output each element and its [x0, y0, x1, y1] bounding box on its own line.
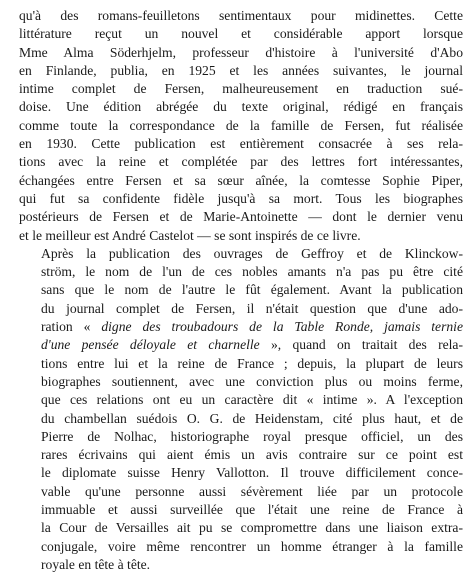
text-line: en 1930. Cette publication est entièrement consacrée à ses rela- [19, 136, 463, 152]
italic-quote: digne des troubadours de la Table Ronde, jamais ternie [101, 319, 463, 335]
text-line: intime complet de Fersen, malheureusement en traduction sué- [19, 81, 463, 97]
paragraph-2 [19, 245, 463, 574]
italic-quote: d'une pensée déloyale et charnelle [41, 337, 260, 353]
text-line: en Finlande, publia, en 1925 et les années suivantes, le journal [19, 62, 463, 78]
text-line: conjugale, voire même rencontrer un homme étranger à la famille [41, 538, 463, 554]
text-line: royale en tête à tête. [41, 556, 151, 572]
text-line: biographes soutiennent, avec une conviction plus ou moins ferme, [41, 373, 463, 389]
text-line: Après la publication des ouvrages de Geffroy et de Klinckow- [41, 245, 463, 261]
text-line: le diplomate suisse Henry Vallotton. Il trouve difficilement conce- [41, 465, 463, 481]
paragraph-1 [19, 7, 463, 245]
text-line: la Cour de Versailles ait pu se compromettre dans une liaison extra- [41, 520, 463, 536]
text-segment: », quand on traitait des rela- [259, 337, 463, 353]
text-line: tions entre lui et la reine de France ; depuis, la plupart de leurs [41, 355, 463, 371]
text-body [19, 7, 463, 574]
text-line: du chambellan suédois O. G. de Heidenstam, cité plus haut, et de [41, 410, 463, 426]
text-line: littérature reçut un nouvel et considérable apport lorsque [19, 26, 463, 42]
text-line: vable qu'une personne aussi sévèrement liée par un protocole [41, 483, 463, 499]
text-line: que ces relations ont eu un caractère dit « intime ». A l'exception [41, 392, 463, 408]
text-segment: ration « [41, 319, 102, 335]
text-line: ström, le nom de l'un de ces nobles amants n'a pas pu être cité [41, 264, 463, 280]
text-line: qu'à des romans-feuilletons sentimentaux pour midinettes. Cette [19, 8, 463, 23]
text-line: doise. Une édition abrégée du texte original, rédigé en français [19, 99, 463, 115]
text-line: du journal complet de Fersen, il n'était question que d'une ado- [41, 300, 463, 316]
text-line: Mme Alma Söderhjelm, professeur d'histoire à l'université d'Abo [19, 44, 463, 60]
text-line: échangées entre Fersen et sa sœur aînée, la comtesse Sophie Piper, [19, 172, 463, 188]
text-line [19, 318, 463, 336]
text-line: qui fut sa confidente fidèle jusqu'à sa mort. Tous les biographes [19, 190, 463, 206]
text-line: postérieurs de Fersen et de Marie-Antoinette — dont le dernier venu [19, 209, 463, 225]
text-line: et le meilleur est André Castelot — se sont inspirés de ce livre. [19, 227, 361, 243]
text-line [19, 336, 463, 354]
text-line: comme toute la correspondance de la famille de Fersen, fut réalisée [19, 117, 463, 133]
text-line: sans que le nom de l'autre le fût également. Avant la publication [41, 282, 463, 298]
text-line: tions avec la reine et complétée par des lettres fort intéressantes, [19, 154, 463, 170]
text-line: Pierre de Nolhac, historiographe royal presque officiel, un des [41, 428, 463, 444]
text-line: rares écrivains qui aient émis un avis contraire sur ce point est [41, 447, 463, 463]
text-line: immuable et aussi surveillée que l'était une reine de France à [41, 502, 463, 518]
